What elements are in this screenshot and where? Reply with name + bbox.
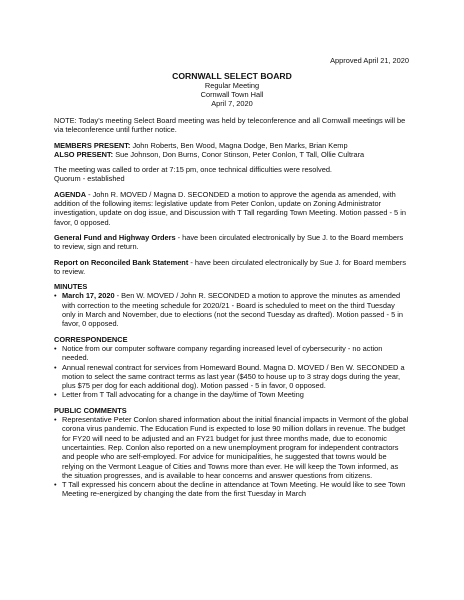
quorum-text: Quorum - established [54, 174, 125, 184]
meeting-date: April 7, 2020 [211, 99, 253, 109]
list-item: • Letter from T Tall advocating for a change in the day/time of Town Meeting [62, 390, 410, 399]
agenda-text: - John R. MOVED / Magna D. SECONDED a motion to approve the agenda as amended, with addition of the following items: legislative update from Peter Conlon, update on Zoning Administrator investigation, update on dog issue, and Discussion with T Tall regarding Town Meeting. Motion passed - 5 in favor, 0 opposed. [54, 189, 406, 227]
members-label: MEMBERS PRESENT: [54, 140, 131, 150]
agenda-paragraph [54, 190, 410, 227]
also-present-list: Sue Johnson, Don Burns, Conor Stinson, Peter Conlon, T Tall, Ollie Cultrara [113, 149, 365, 159]
public-comments-list [54, 415, 410, 499]
attendance [54, 141, 410, 160]
meeting-location: Cornwall Town Hall [200, 90, 264, 100]
public-comments-heading: PUBLIC COMMENTS [54, 405, 127, 415]
orders-text: - have been circulated electronically by Sue J. to the Board members to review, sign and return. [54, 232, 404, 252]
orders-label: General Fund and Highway Orders [54, 232, 176, 242]
bank-paragraph [54, 258, 410, 277]
minutes-body [54, 116, 410, 505]
list-item: • Representative Peter Conlon shared information about the initial financial impacts in Vermont of the global corona virus pandemic. The Education Fund is expected to lose 90 million dollars in revenue. The budget for FY20 will need to be adjusted and an FY21 budget for just three months made, due to economic uncertainties. Rep. Conlon also reported on a new unemployment program for independent contractors and people who are self-employed. For advice for municipalities, he suggested that towns would be relying on the Vermont League of Cities and Towns more than ever. He will keep the Town informed, as the situation progresses, and is available to hear concerns and answer questions from citizens. [62, 415, 410, 480]
document-header [0, 71, 464, 109]
minutes-list [54, 291, 410, 328]
board-title: CORNWALL SELECT BOARD [172, 71, 292, 81]
also-present-label: ALSO PRESENT: [54, 149, 114, 159]
minutes-text: - Ben W. MOVED / John R. SECONDED a motion to approve the minutes as amended with correction to the meeting schedule for 2020/21 - Board is scheduled to meet on the third Tuesday only in March and November, due to elections (not the second Tuesday as drafted). Motion passed - 5 in favor, 0 opposed. [62, 291, 403, 329]
agenda-label: AGENDA [54, 189, 87, 199]
list-item: • T Tall expressed his concern about the decline in attendance at Town Meeting. He would like to see Town Meeting re-energized by changing the date from the first Tuesday in March [62, 480, 410, 499]
minutes-date: March 17, 2020 [62, 291, 115, 301]
list-item: • Annual renewal contract for services from Homeward Bound. Magna D. MOVED / Ben W. SECONDED a motion to select the same contract terms as last year ($450 to house up to 3 stray dogs during the year, plus $75 per dog for each additional dog). Motion passed - 5 in favor, 0 opposed. [62, 363, 410, 391]
called-order-text: The meeting was called to order at 7:15 pm, once technical difficulties were resolved. [54, 165, 332, 175]
correspondence-heading: CORRESPONDENCE [54, 334, 128, 344]
call-to-order [54, 165, 410, 184]
members-list: John Roberts, Ben Wood, Magna Dodge, Ben Marks, Brian Kemp [130, 140, 348, 150]
minutes-heading: MINUTES [54, 282, 88, 292]
approval-note: Approved April 21, 2020 [330, 56, 409, 65]
list-item: • Notice from our computer software company regarding increased level of cybersecurity - no action needed. [62, 344, 410, 363]
orders-paragraph [54, 233, 410, 252]
correspondence-list [54, 344, 410, 400]
bank-label: Report on Reconciled Bank Statement [54, 257, 189, 267]
bank-text: - have been circulated electronically by Sue J. for Board members to review. [54, 257, 407, 276]
list-item [62, 291, 410, 328]
teleconference-note: NOTE: Today's meeting Select Board meeting was held by teleconference and all Cornwall meetings will be via teleconference until further notice. [54, 116, 406, 135]
meeting-type: Regular Meeting [204, 81, 260, 90]
